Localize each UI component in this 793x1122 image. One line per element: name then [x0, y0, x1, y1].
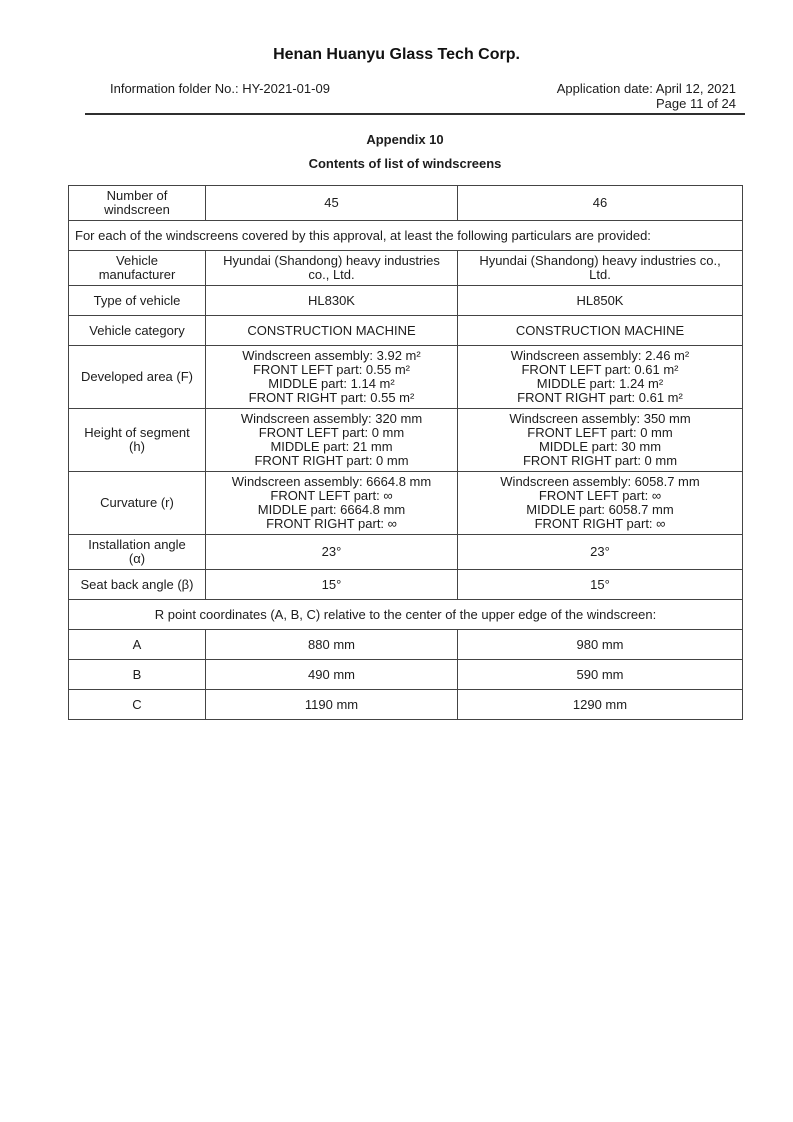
table-row — [69, 286, 743, 316]
header-right-block — [557, 81, 736, 111]
cell-line: Height of segment — [84, 425, 190, 440]
cell-line: FRONT LEFT part: 0 mm — [527, 425, 673, 440]
cell-line: MIDDLE part: 30 mm — [538, 439, 662, 454]
header-info-row — [110, 81, 736, 111]
value-cell: 1290 mm — [458, 690, 743, 720]
cell-line: MIDDLE part: 6664.8 mm — [257, 502, 406, 517]
cell-line: Windscreen assembly: 320 mm — [240, 411, 423, 426]
cell-line: Windscreen assembly: 6664.8 mm — [231, 474, 432, 489]
table-row — [69, 630, 743, 660]
cell-line: Vehicle — [116, 253, 158, 268]
cell-line: MIDDLE part: 1.24 m² — [536, 376, 664, 391]
windscreen-table — [68, 185, 743, 720]
table-row — [69, 690, 743, 720]
table-row — [69, 251, 743, 286]
value-cell: HL850K — [458, 286, 743, 316]
table-row — [69, 316, 743, 346]
row-label-cell: Developed area (F) — [69, 346, 206, 409]
table-row — [69, 409, 743, 472]
table-row — [69, 472, 743, 535]
cell-line: FRONT LEFT part: ∞ — [270, 488, 393, 503]
cell-line: FRONT RIGHT part: 0.61 m² — [517, 390, 683, 405]
value-cell: 880 mm — [206, 630, 458, 660]
value-cell — [458, 251, 743, 286]
cell-line: FRONT LEFT part: 0 mm — [258, 425, 405, 440]
value-cell — [458, 472, 743, 535]
value-cell: CONSTRUCTION MACHINE — [206, 316, 458, 346]
cell-line: MIDDLE part: 6058.7 mm — [526, 502, 674, 517]
table-row — [69, 346, 743, 409]
table-span-cell: For each of the windscreens covered by this approval, at least the following particulars are provided: — [69, 221, 743, 251]
value-cell — [458, 346, 743, 409]
value-cell: 590 mm — [458, 660, 743, 690]
cell-line: manufacturer — [98, 267, 176, 282]
cell-line: FRONT LEFT part: 0.55 m² — [252, 362, 410, 377]
value-cell — [206, 251, 458, 286]
table-row — [69, 660, 743, 690]
cell-line: FRONT RIGHT part: ∞ — [266, 516, 397, 531]
cell-line: Windscreen assembly: 6058.7 mm — [500, 474, 700, 489]
appendix-title: Appendix 10 — [366, 132, 444, 147]
row-label-cell: Type of vehicle — [69, 286, 206, 316]
table-row — [69, 186, 743, 221]
value-cell: 490 mm — [206, 660, 458, 690]
value-cell: 23° — [458, 535, 743, 570]
content-area — [68, 81, 742, 720]
windscreen-table-body — [69, 186, 743, 720]
cell-line: windscreen — [104, 202, 170, 217]
row-label-cell: Curvature (r) — [69, 472, 206, 535]
cell-line: co., Ltd. — [308, 267, 355, 282]
value-cell: 980 mm — [458, 630, 743, 660]
cell-line: FRONT RIGHT part: 0 mm — [522, 453, 678, 468]
cell-line: Windscreen assembly: 3.92 m² — [242, 348, 421, 363]
cell-line: FRONT LEFT part: 0.61 m² — [521, 362, 679, 377]
cell-line: Hyundai (Shandong) heavy industries — [223, 253, 440, 268]
header-divider — [85, 113, 745, 115]
table-span-cell: R point coordinates (A, B, C) relative to the center of the upper edge of the windscreen: — [69, 600, 743, 630]
cell-line: Hyundai (Shandong) heavy industries co., — [479, 253, 721, 268]
table-title: Contents of list of windscreens — [308, 156, 502, 171]
value-cell: 15° — [458, 570, 743, 600]
row-label-cell: Vehicle category — [69, 316, 206, 346]
cell-line: FRONT LEFT part: ∞ — [538, 488, 662, 503]
page-number: Page 11 of 24 — [656, 96, 736, 111]
value-cell: HL830K — [206, 286, 458, 316]
value-cell — [458, 409, 743, 472]
table-row — [69, 570, 743, 600]
row-label-cell — [69, 186, 206, 221]
value-cell: 23° — [206, 535, 458, 570]
table-row — [69, 535, 743, 570]
row-label-cell — [69, 535, 206, 570]
value-cell — [206, 472, 458, 535]
value-cell: 46 — [458, 186, 743, 221]
cell-line: MIDDLE part: 21 mm — [270, 439, 393, 454]
value-cell: 1190 mm — [206, 690, 458, 720]
table-row — [69, 221, 743, 251]
value-cell: CONSTRUCTION MACHINE — [458, 316, 743, 346]
row-label-cell — [69, 409, 206, 472]
application-date: Application date: April 12, 2021 — [556, 81, 736, 96]
cell-line: (α) — [128, 551, 146, 566]
cell-line: Installation angle — [88, 537, 186, 552]
cell-line: Number of — [106, 188, 168, 203]
row-label-cell — [69, 251, 206, 286]
value-cell — [206, 409, 458, 472]
value-cell — [206, 346, 458, 409]
value-cell: 15° — [206, 570, 458, 600]
cell-line: FRONT RIGHT part: 0 mm — [254, 453, 409, 468]
cell-line: Windscreen assembly: 2.46 m² — [510, 348, 690, 363]
value-cell: 45 — [206, 186, 458, 221]
row-label-cell: B — [69, 660, 206, 690]
row-label-cell: A — [69, 630, 206, 660]
row-label-cell: C — [69, 690, 206, 720]
cell-line: FRONT RIGHT part: ∞ — [534, 516, 666, 531]
company-title: Henan Huanyu Glass Tech Corp. — [273, 46, 520, 63]
cell-line: Windscreen assembly: 350 mm — [509, 411, 691, 426]
cell-line: FRONT RIGHT part: 0.55 m² — [248, 390, 415, 405]
cell-line: MIDDLE part: 1.14 m² — [268, 376, 395, 391]
row-label-cell: Seat back angle (β) — [69, 570, 206, 600]
cell-line: Ltd. — [589, 267, 611, 282]
cell-line: (h) — [129, 439, 145, 454]
information-folder-number: Information folder No.: HY-2021-01-09 — [110, 81, 330, 96]
table-row — [69, 600, 743, 630]
